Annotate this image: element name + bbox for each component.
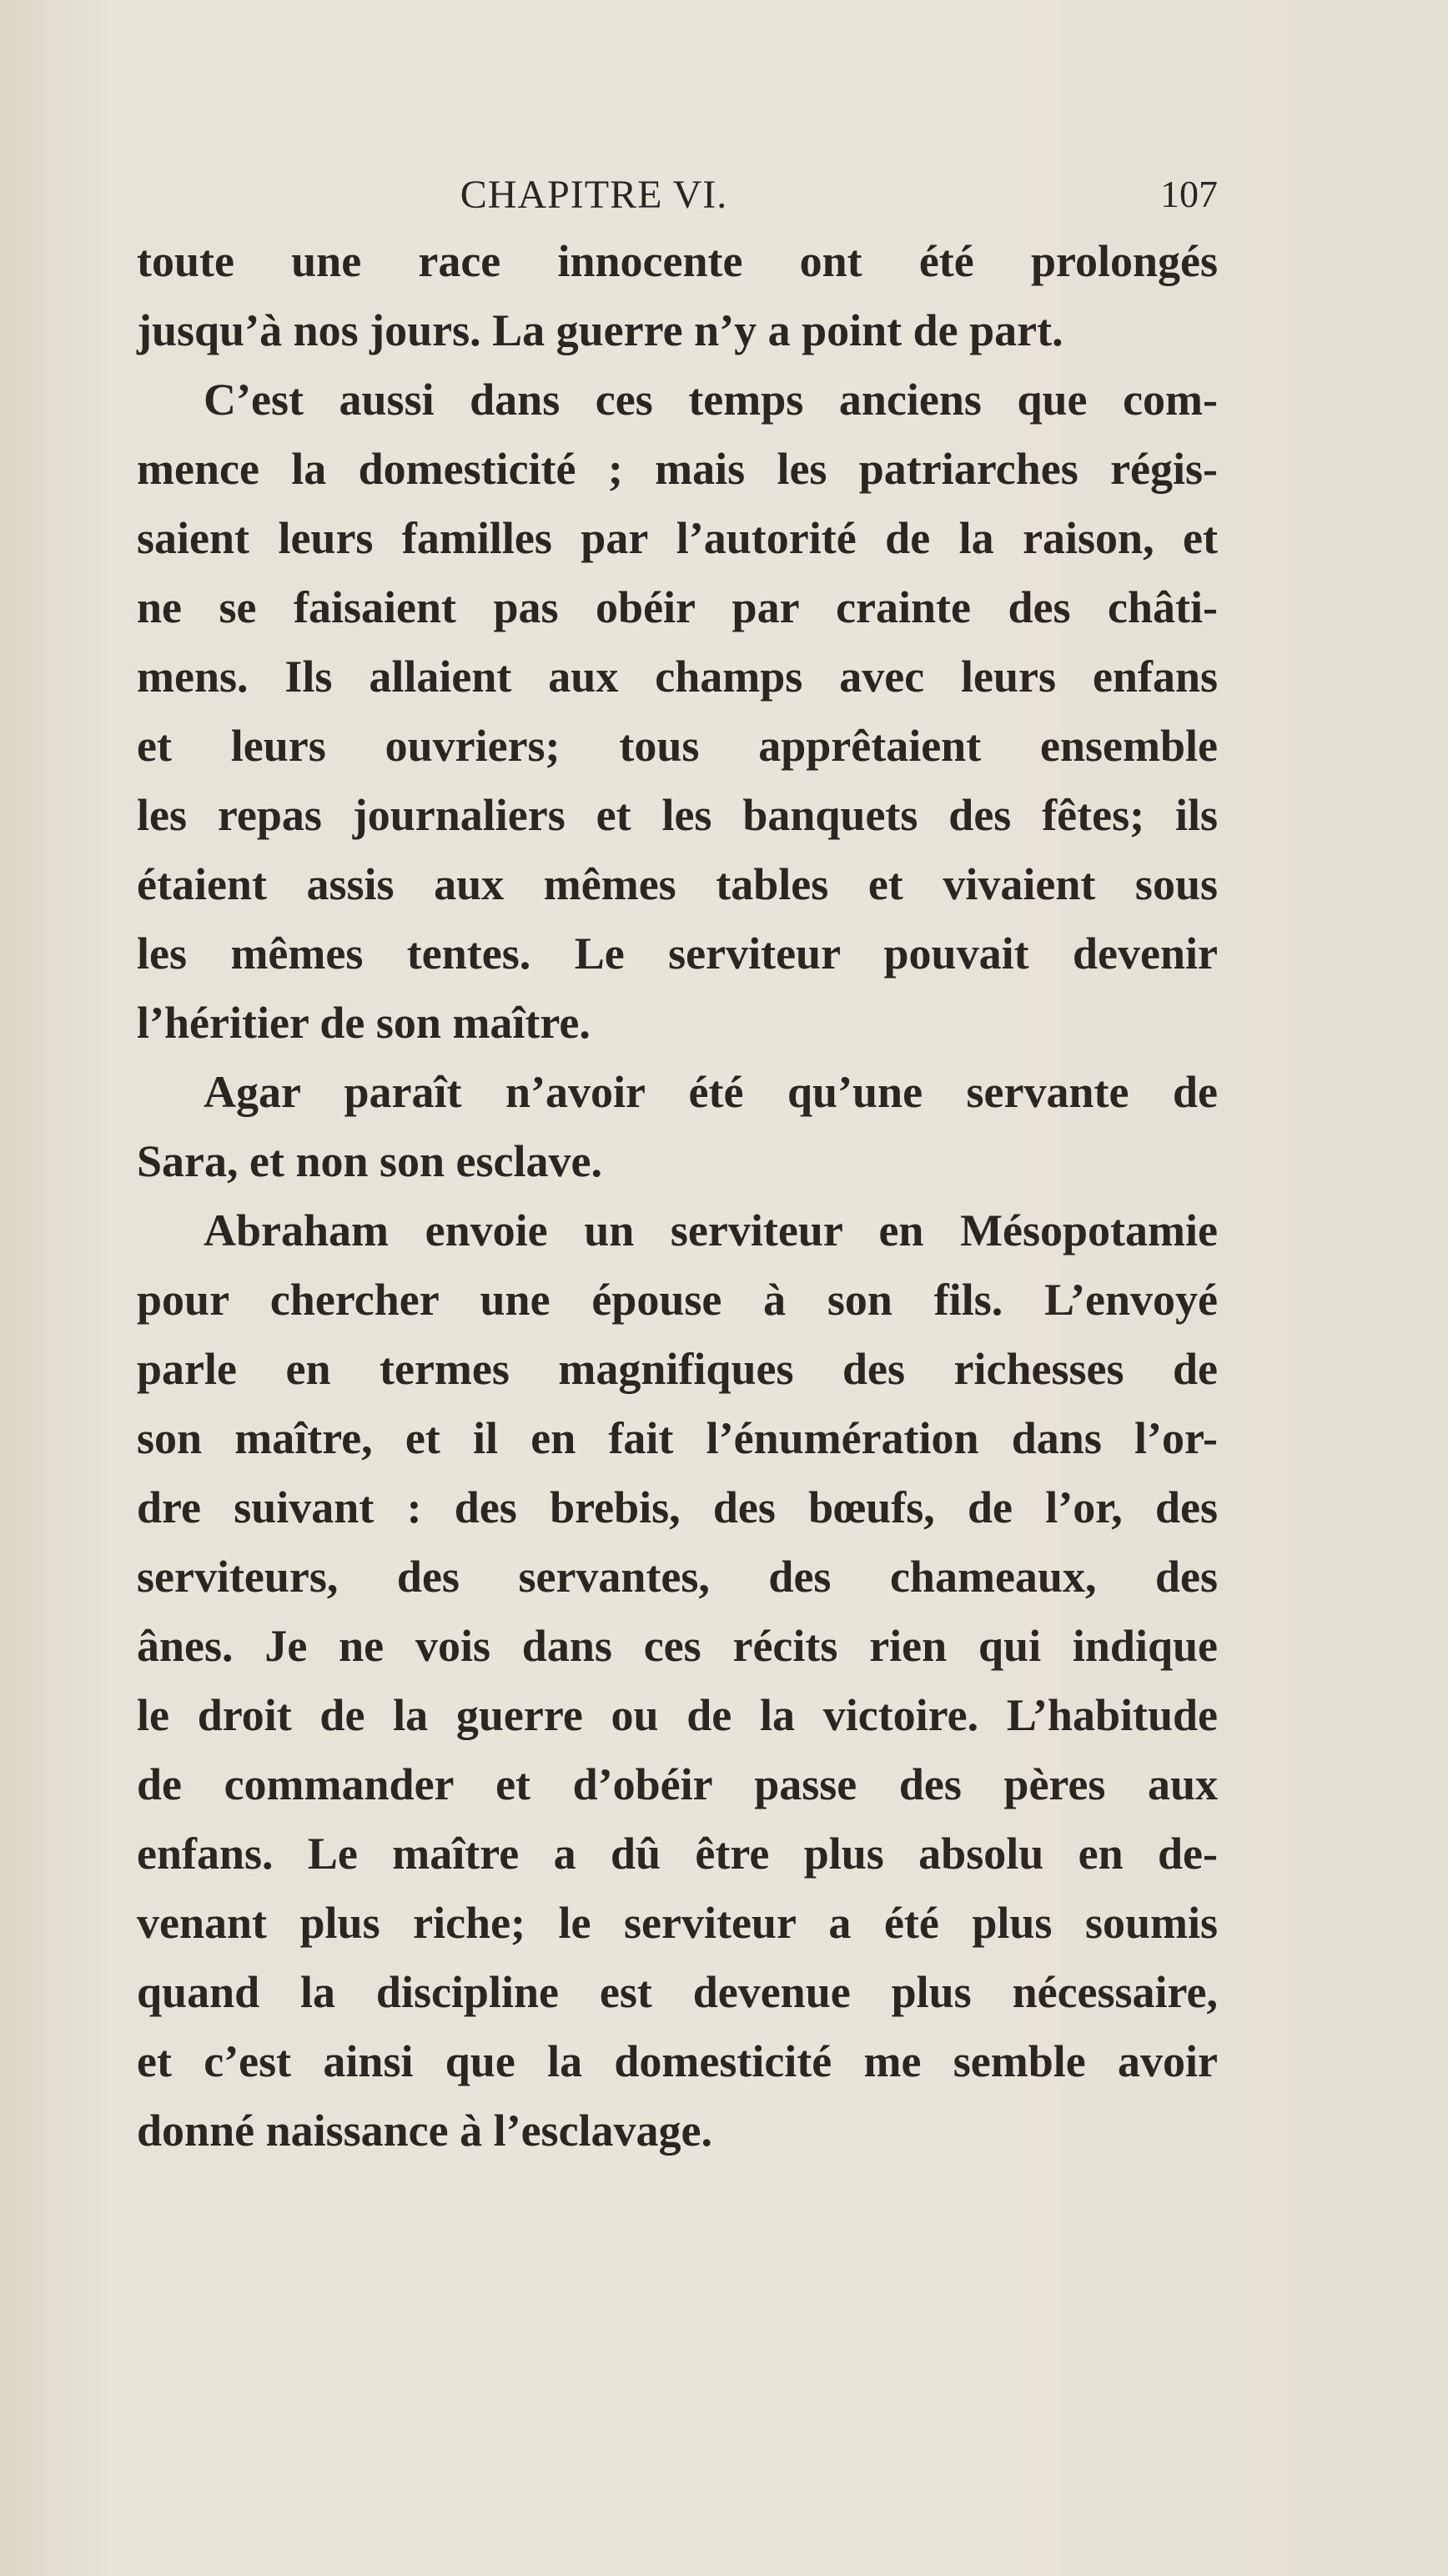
text-line: venant plus riche; le serviteur a été plus soumis <box>137 1898 1218 1948</box>
body-text <box>137 227 1218 2166</box>
text-line: le droit de la guerre ou de la victoire. L’habitude <box>137 1690 1218 1740</box>
page-number: 107 <box>1160 173 1218 215</box>
text-line: quand la discipline est devenue plus nécessaire, <box>137 1967 1218 2017</box>
text-line: jusqu’à nos jours. La guerre n’y a point de part. <box>137 305 1063 355</box>
text-line: dre suivant : des brebis, des bœufs, de l’or, des <box>137 1482 1218 1532</box>
text-line: ânes. Je ne vois dans ces récits rien qui indique <box>137 1621 1218 1671</box>
text-line: Agar paraît n’avoir été qu’une servante de <box>204 1067 1218 1117</box>
text-line: donné naissance à l’esclavage. <box>137 2106 713 2156</box>
text-line: de commander et d’obéir passe des pères aux <box>137 1759 1218 1809</box>
text-line: pour chercher une épouse à son fils. L’envoyé <box>137 1275 1218 1325</box>
text-line: parle en termes magnifiques des richesses de <box>137 1344 1218 1394</box>
text-line: C’est aussi dans ces temps anciens que com- <box>204 375 1218 425</box>
text-line: mence la domesticité ; mais les patriarches régis- <box>137 444 1218 494</box>
running-title: CHAPITRE VI. <box>460 173 728 217</box>
text-line: ne se faisaient pas obéir par crainte des châti- <box>137 582 1218 632</box>
text-line: l’héritier de son maître. <box>137 998 591 1048</box>
text-line: les repas journaliers et les banquets des fêtes; ils <box>137 790 1218 840</box>
text-line: étaient assis aux mêmes tables et vivaient sous <box>137 859 1218 909</box>
text-line: serviteurs, des servantes, des chameaux, des <box>137 1552 1218 1602</box>
text-line: et c’est ainsi que la domesticité me semble avoir <box>137 2036 1218 2086</box>
text-line: mens. Ils allaient aux champs avec leurs enfans <box>137 652 1218 702</box>
text-line: son maître, et il en fait l’énumération dans l’or- <box>137 1413 1218 1463</box>
text-line: enfans. Le maître a dû être plus absolu en de- <box>137 1829 1218 1879</box>
text-line: les mêmes tentes. Le serviteur pouvait devenir <box>137 928 1218 979</box>
text-line: Sara, et non son esclave. <box>137 1136 602 1186</box>
text-line: toute une race innocente ont été prolongés <box>137 236 1218 286</box>
text-line: Abraham envoie un serviteur en Mésopotamie <box>204 1205 1218 1255</box>
page-header <box>137 167 1218 225</box>
text-line: saient leurs familles par l’autorité de la raison, et <box>137 513 1218 563</box>
text-line: et leurs ouvriers; tous apprêtaient ensemble <box>137 721 1218 771</box>
